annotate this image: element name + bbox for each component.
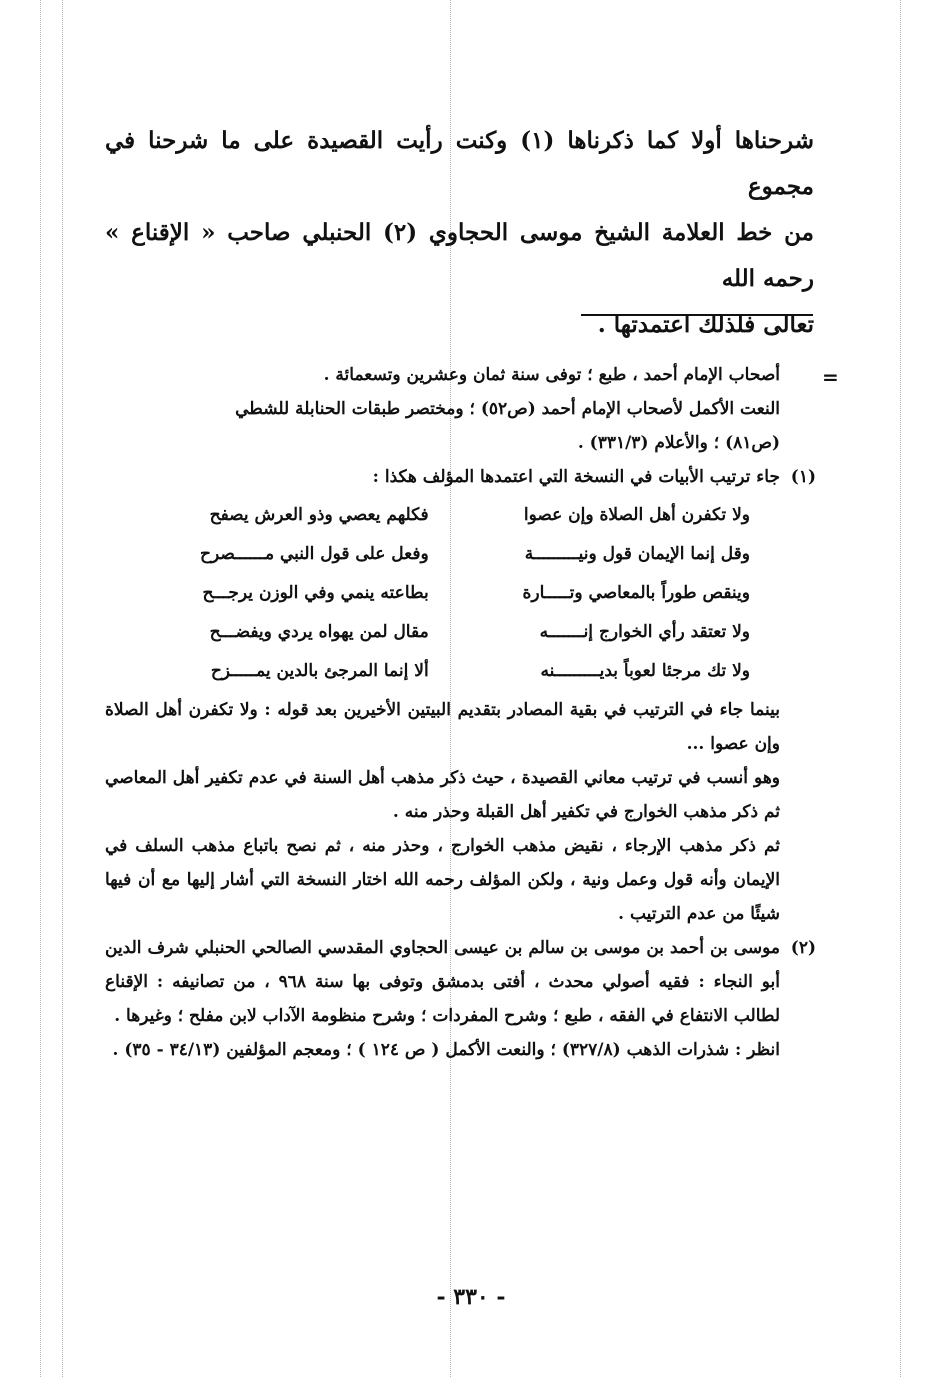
poem — [105, 496, 780, 691]
footnote-1 — [105, 460, 816, 494]
margin-dotted-line-right — [900, 0, 901, 1377]
poem-first-hemistich: ولا تك مرجئا لعوباً بديـــــــــنه — [540, 661, 750, 681]
footnote-1-intro: جاء ترتيب الأبيات في النسخة التي اعتمدها المؤلف هكذا : — [372, 467, 780, 487]
poem-first-hemistich: ولا تكفرن أهل الصلاة وإن عصوا — [523, 505, 750, 525]
footnote-2-text: موسى بن أحمد بن موسى بن سالم بن عيسى الحجاوي المقدسي الصالحي الحنبلي شرف الدين أبو النجاء : فقيه أصولي محدث ، أفتى بدمشق وتوفى بها سنة ٩٦٨ ، من تصانيفه : الإقناع لطالب الانتفاع في الفقه ، طبع ؛ وشرح المفردات ؛ وشرح منظومة الآداب لابن مفلح ؛ وغيرها . — [105, 938, 780, 1026]
footnote-separator-rule — [581, 314, 813, 316]
continued-note-line-2: النعت الأكمل لأصحاب الإمام أحمد (ص٥٢) ؛ ومختصر طبقات الحنابلة للشطي — [235, 399, 780, 419]
footnote-1-paragraph-2: وهو أنسب في ترتيب معاني القصيدة ، حيث ذكر مذهب أهل السنة في عدم تكفير أهل المعاصي ثم ذكر مذهب الخوارج في تكفير أهل القبلة وحذر منه . — [105, 768, 780, 822]
footnotes — [105, 358, 816, 1067]
margin-dotted-line-left-inner — [62, 0, 63, 1377]
footnote-2 — [105, 931, 816, 1033]
main-line-3: تعالى فلذلك اعتمدتها . — [597, 311, 814, 338]
poem-line — [155, 574, 750, 613]
poem-second-hemistich: مقال لمن يهواه يردي ويفضـــح — [209, 622, 429, 642]
footnote-2-number: (٢) — [790, 938, 816, 958]
poem-line — [155, 652, 750, 691]
continued-note-line-3: (ص٨١) ؛ والأعلام (٣٣١/٣) . — [577, 433, 780, 453]
main-line-2: من خط العلامة الشيخ موسى الحجاوي (٢) الحنبلي صاحب « الإقناع » رحمه الله — [105, 219, 814, 292]
footnote-1-paragraph-1: بينما جاء في الترتيب في بقية المصادر بتقديم البيتين الأخيرين بعد قوله : ولا تكفرن أهل الصلاة وإن عصوا ... — [105, 700, 780, 754]
footnote-continuation-mark: = — [822, 365, 839, 389]
footnote-2-references: انظر : شذرات الذهب (٣٢٧/٨) ؛ والنعت الأكمل ( ص ١٢٤ ) ؛ ومعجم المؤلفين (٣٤/١٣ - ٣٥) . — [112, 1040, 780, 1060]
continued-note-line-1: أصحاب الإمام أحمد ، طبع ؛ توفى سنة ثمان وعشرين وتسعمائة . — [323, 365, 780, 385]
footnote-1-paragraph-3: ثم ذكر مذهب الإرجاء ، نقيض مذهب الخوارج ، وحذر منه ، ثم نصح باتباع مذهب السلف في الإيمان وأنه قول وعمل ونية ، ولكن المؤلف رحمه الله اختار النسخة التي أشار إليها مع أن فيها شيئًا من عدم الترتيب . — [105, 836, 780, 924]
poem-second-hemistich: ألا إنما المرجئ بالدين يمـــــزح — [210, 661, 429, 681]
poem-line — [155, 496, 750, 535]
poem-second-hemistich: فكلهم يعصي وذو العرش يصفح — [209, 505, 429, 525]
poem-second-hemistich: بطاعته ينمي وفي الوزن يرجـــح — [202, 583, 429, 603]
poem-first-hemistich: وينقص طوراً بالمعاصي وتـــــارة — [522, 583, 750, 603]
poem-line — [155, 535, 750, 574]
main-line-1: شرحناها أولا كما ذكرناها (١) وكنت رأيت القصيدة على ما شرحنا في مجموع — [105, 127, 814, 200]
page-number: - ٣٣٠ - — [436, 1284, 506, 1310]
poem-first-hemistich: ولا تعتقد رأي الخوارج إنـــــــه — [539, 622, 750, 642]
poem-second-hemistich: وفعل على قول النبي مــــــصرح — [199, 544, 429, 564]
margin-dotted-line-left — [40, 0, 41, 1377]
footnote-1-number: (١) — [790, 467, 816, 487]
poem-line — [155, 613, 750, 652]
poem-first-hemistich: وقل إنما الإيمان قول ونيـــــــــة — [524, 544, 750, 564]
